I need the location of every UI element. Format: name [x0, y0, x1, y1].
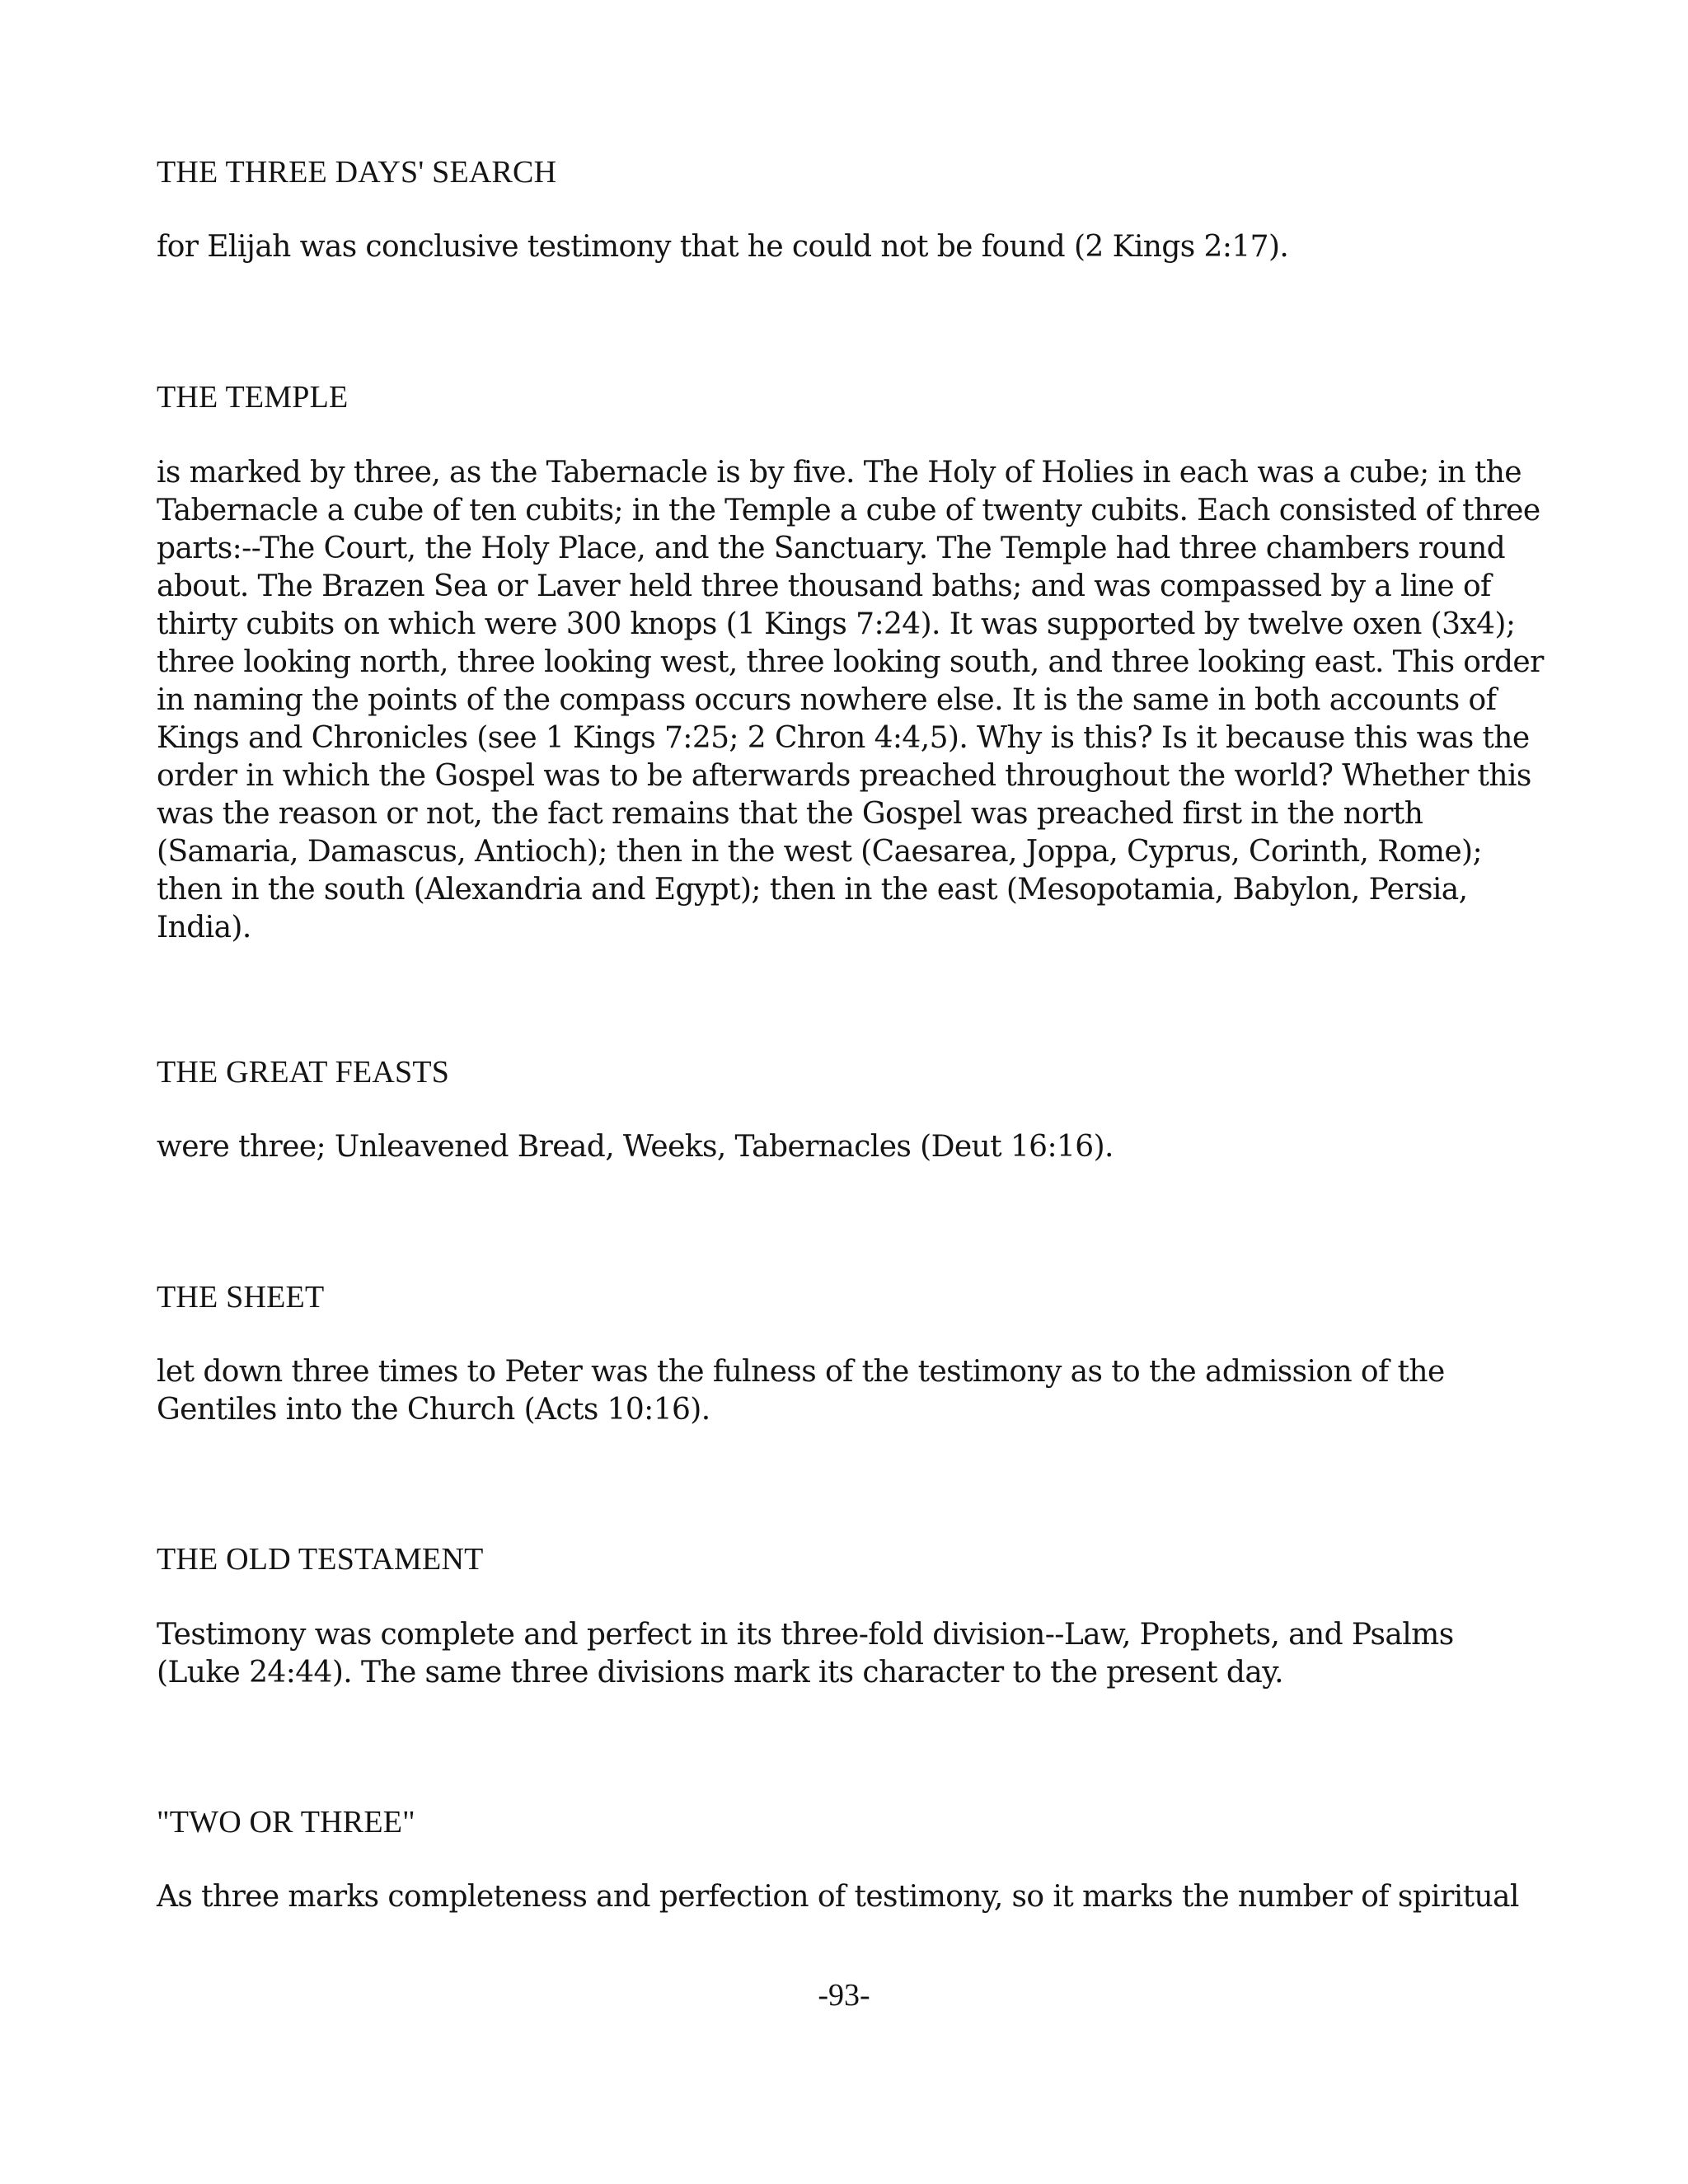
body-line: India). [157, 911, 251, 944]
section-heading-three-days-search: THE THREE DAYS' SEARCH [157, 155, 557, 190]
body-line: then in the south (Alexandria and Egypt); then in the east (Mesopotamia, Babylon, Persia, [157, 873, 1468, 907]
body-line: Testimony was complete and perfect in its three-fold division--Law, Prophets, and Psalms [157, 1618, 1454, 1652]
section-body-sheet [157, 1353, 1541, 1429]
body-line: Gentiles into the Church (Acts 10:16). [157, 1393, 710, 1427]
body-line: Tabernacle a cube of ten cubits; in the Temple a cube of twenty cubits. Each consisted of three [157, 494, 1540, 527]
body-line: parts:--The Court, the Holy Place, and the Sanctuary. The Temple had three chambers round [157, 532, 1506, 565]
body-line: As three marks completeness and perfection of testimony, so it marks the number of spiritual [157, 1880, 1519, 1914]
section-body-old-testament [157, 1616, 1541, 1692]
page-number: -93- [818, 1978, 870, 2013]
section-body-great-feasts [157, 1128, 1541, 1166]
section-heading-old-testament: THE OLD TESTAMENT [157, 1542, 484, 1577]
body-line: Kings and Chronicles (see 1 Kings 7:25; 2 Chron 4:4,5). Why is this? Is it because this was the [157, 721, 1530, 755]
body-line: order in which the Gospel was to be afterwards preached throughout the world? Whether this [157, 759, 1531, 793]
body-line: for Elijah was conclusive testimony that he could not be found (2 Kings 2:17). [157, 230, 1289, 264]
body-line: (Luke 24:44). The same three divisions mark its character to the present day. [157, 1656, 1283, 1690]
body-line: was the reason or not, the fact remains that the Gospel was preached first in the north [157, 797, 1423, 831]
section-heading-two-or-three: "TWO OR THREE" [157, 1805, 415, 1840]
body-line: let down three times to Peter was the fulness of the testimony as to the admission of the [157, 1355, 1445, 1389]
section-body-temple [157, 454, 1544, 947]
body-line: in naming the points of the compass occurs nowhere else. It is the same in both accounts of [157, 683, 1497, 717]
body-line: about. The Brazen Sea or Laver held three thousand baths; and was compassed by a line of [157, 569, 1491, 603]
body-line: (Samaria, Damascus, Antioch); then in the west (Caesarea, Joppa, Cyprus, Corinth, Rome); [157, 835, 1483, 869]
section-heading-sheet: THE SHEET [157, 1280, 325, 1315]
body-line: is marked by three, as the Tabernacle is by five. The Holy of Holies in each was a cube; in the [157, 456, 1522, 490]
body-line: three looking north, three looking west, three looking south, and three looking east. This order [157, 645, 1544, 679]
section-heading-temple: THE TEMPLE [157, 380, 349, 415]
section-body-two-or-three [157, 1878, 1541, 1916]
body-line: were three; Unleavened Bread, Weeks, Tabernacles (Deut 16:16). [157, 1130, 1114, 1164]
section-body-three-days-search [157, 228, 1541, 266]
body-line: thirty cubits on which were 300 knops (1 Kings 7:24). It was supported by twelve oxen (3x4); [157, 607, 1516, 641]
section-heading-great-feasts: THE GREAT FEASTS [157, 1055, 450, 1090]
